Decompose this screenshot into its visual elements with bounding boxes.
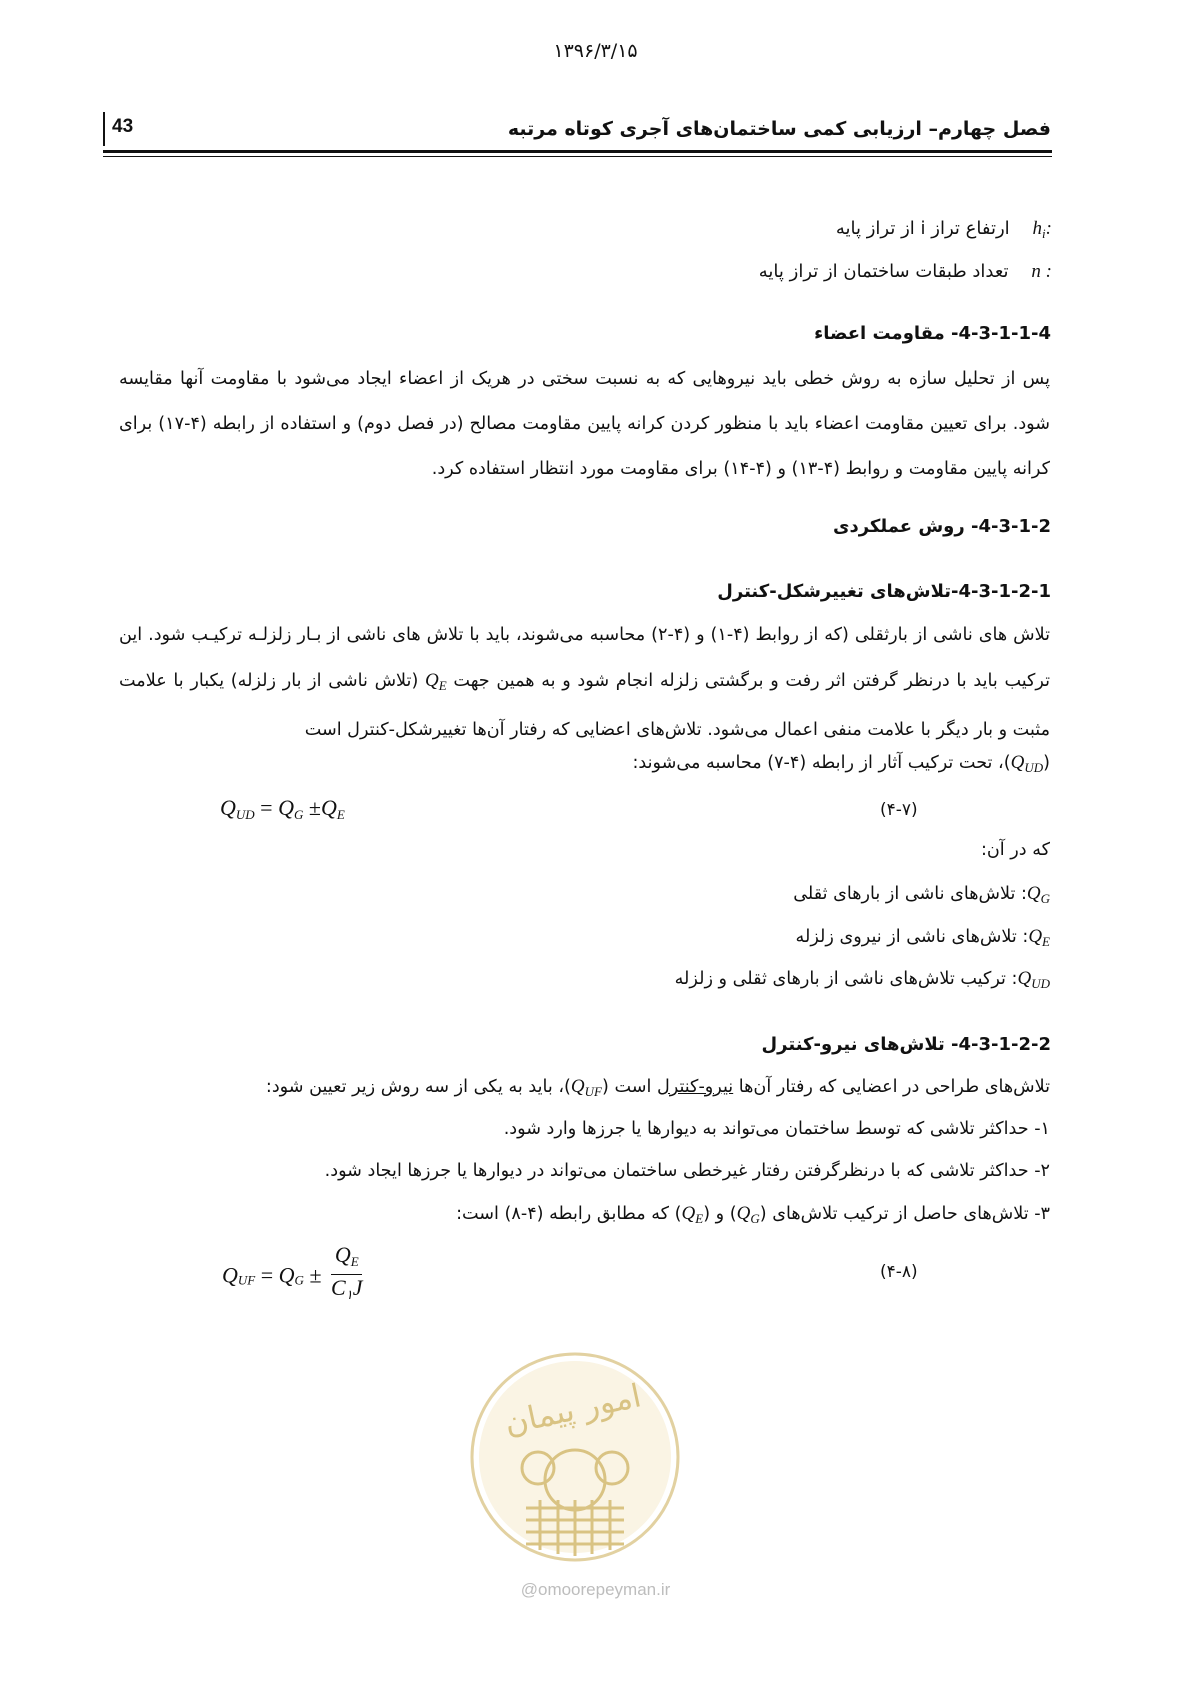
- section-heading-force-controlled: 4-3-1-2-2- تلاش‌های نیرو-کنترل: [761, 1034, 1051, 1055]
- list-item: ۱- حداکثر تلاشی که توسط ساختمان می‌تواند به دیوارها یا جرزها وارد شود.: [503, 1119, 1050, 1139]
- definition-text: تعداد طبقات ساختمان از تراز پایه: [758, 261, 1009, 282]
- seal-logo-icon: [468, 1350, 682, 1564]
- page-date: ۱۳۹۶/۳/۱۵: [553, 40, 638, 62]
- header-rule-thin: [103, 156, 1052, 157]
- definition-symbol: n :: [1031, 261, 1052, 282]
- chapter-title: فصل چهارم– ارزیابی کمی ساختمان‌های آجری کوتاه مرتبه: [507, 118, 1051, 140]
- definition-qg: $Q_G$: تلاش‌های ناشی از بارهای ثقلی: [793, 883, 1050, 906]
- section-heading-deformation-controlled: 4-3-1-2-1-تلاش‌های تغییرشکل-کنترل: [717, 581, 1051, 602]
- symbol-quf: $Q_{UF}$: [570, 1076, 602, 1099]
- definition-n: [759, 261, 1052, 283]
- symbol-qud: $Q_{UD}$: [1017, 968, 1050, 991]
- page-number: 43: [112, 116, 134, 137]
- svg-text:امور پیمان: امور پیمان: [501, 1376, 645, 1443]
- symbol-qud: $Q_{UD}$: [1010, 752, 1044, 775]
- where-label: که در آن:: [980, 840, 1050, 860]
- section-heading-member-strength: 4-3-1-1-4- مقاومت اعضاء: [814, 323, 1051, 344]
- underlined-term: نیرو-کنترل: [656, 1077, 734, 1097]
- definition-text: ارتفاع تراز i از تراز پایه: [835, 218, 1010, 239]
- paragraph-force-controlled-intro: تلاش‌های طراحی در اعضایی که رفتار آن‌ها نیرو-کنترل است $(Q_{UF})،$ باید به یکی از سه روش زیر تعیین شود:: [265, 1076, 1050, 1099]
- definition-qe: $Q_E$: تلاش‌های ناشی از نیروی زلزله: [795, 926, 1050, 949]
- symbol-qe: $Q_E$: [681, 1203, 704, 1226]
- watermark-seal: [468, 1350, 682, 1564]
- symbol-qg: $Q_G$: [1026, 883, 1050, 906]
- list-item: ۲- حداکثر تلاشی که با درنظرگرفتن رفتار غیرخطی ساختمان می‌تواند در دیوارها یا جرزها ایجاد شود.: [324, 1161, 1050, 1181]
- paragraph-deformation-controlled: تلاش های ناشی از بارثقلی (که از روابط (۴-۱) و (۴-۲) محاسبه می‌شوند، باید با تلاش های ناشی از بـار زلزلـه ترکیـب شود. این ترکیب باید با درنظر گرفتن اثر رفت و برگشتی زلزله انجام شود و به همین جهت $Q_E$ (تلاش ناشی از بار زلزله) یکبار با علامت مثبت و بار دیگر با علامت منفی اعمال می‌شود. تلاش‌های اعضایی که رفتار آن‌ها تغییرشکل-کنترل است: [119, 625, 1051, 740]
- equation-number-4-8: (۴-۸): [880, 1262, 918, 1282]
- equation-number-4-7: (۴-۷): [880, 800, 918, 820]
- definition-symbol: $h_i$:: [1032, 218, 1052, 241]
- symbol-qe: $Q_E$: [1028, 926, 1050, 949]
- symbol-qg: $Q_G$: [736, 1203, 760, 1226]
- watermark-url: @omoorepeyman.ir: [520, 1580, 671, 1599]
- fraction: $\frac{Q_E}{C_۱J}$: [331, 1242, 363, 1302]
- definition-hi: [836, 218, 1052, 242]
- symbol-qe: $Q_E$: [425, 670, 447, 693]
- definition-qud: $Q_{UD}$: ترکیب تلاش‌های ناشی از بارهای ثقلی و زلزله: [674, 968, 1050, 991]
- paragraph-member-strength: پس از تحلیل سازه به روش خطی باید نیروهایی که به نسبت سختی در هریک از اعضاء ایجاد می‌شود با مقاومت آنها مقایسه شود. برای تعیین مقاومت اعضاء باید با منظور کردن کرانه پایین مقاومت مصالح (در فصل دوم) و استفاده از رابطه (۴-۱۷) برای کرانه پایین مقاومت و روابط (۴-۱۳) و (۴-۱۴) برای مقاومت مورد انتظار استفاده کرد.: [119, 369, 1050, 479]
- list-item: ۳- تلاش‌های حاصل از ترکیب تلاش‌های $(Q_G)$ و $(Q_E)$ که مطابق رابطه (۴-۸) است:: [456, 1203, 1050, 1226]
- equation-4-7: $Q_{UD} = Q_G \pm Q_E$: [220, 795, 345, 822]
- header-rule-thick: [103, 150, 1052, 153]
- equation-4-8: $Q_{UF} = Q_G$ ± $\frac{Q_E}{C_۱J}$: [222, 1243, 362, 1308]
- section-heading-performance-method: 4-3-1-2- روش عملکردی: [832, 516, 1051, 537]
- paragraph-deformation-controlled-last-line: $(Q_{UD})،$ تحت ترکیب آثار از رابطه (۴-۷) محاسبه می‌شوند:: [632, 752, 1050, 775]
- header-left-bar: [103, 112, 105, 146]
